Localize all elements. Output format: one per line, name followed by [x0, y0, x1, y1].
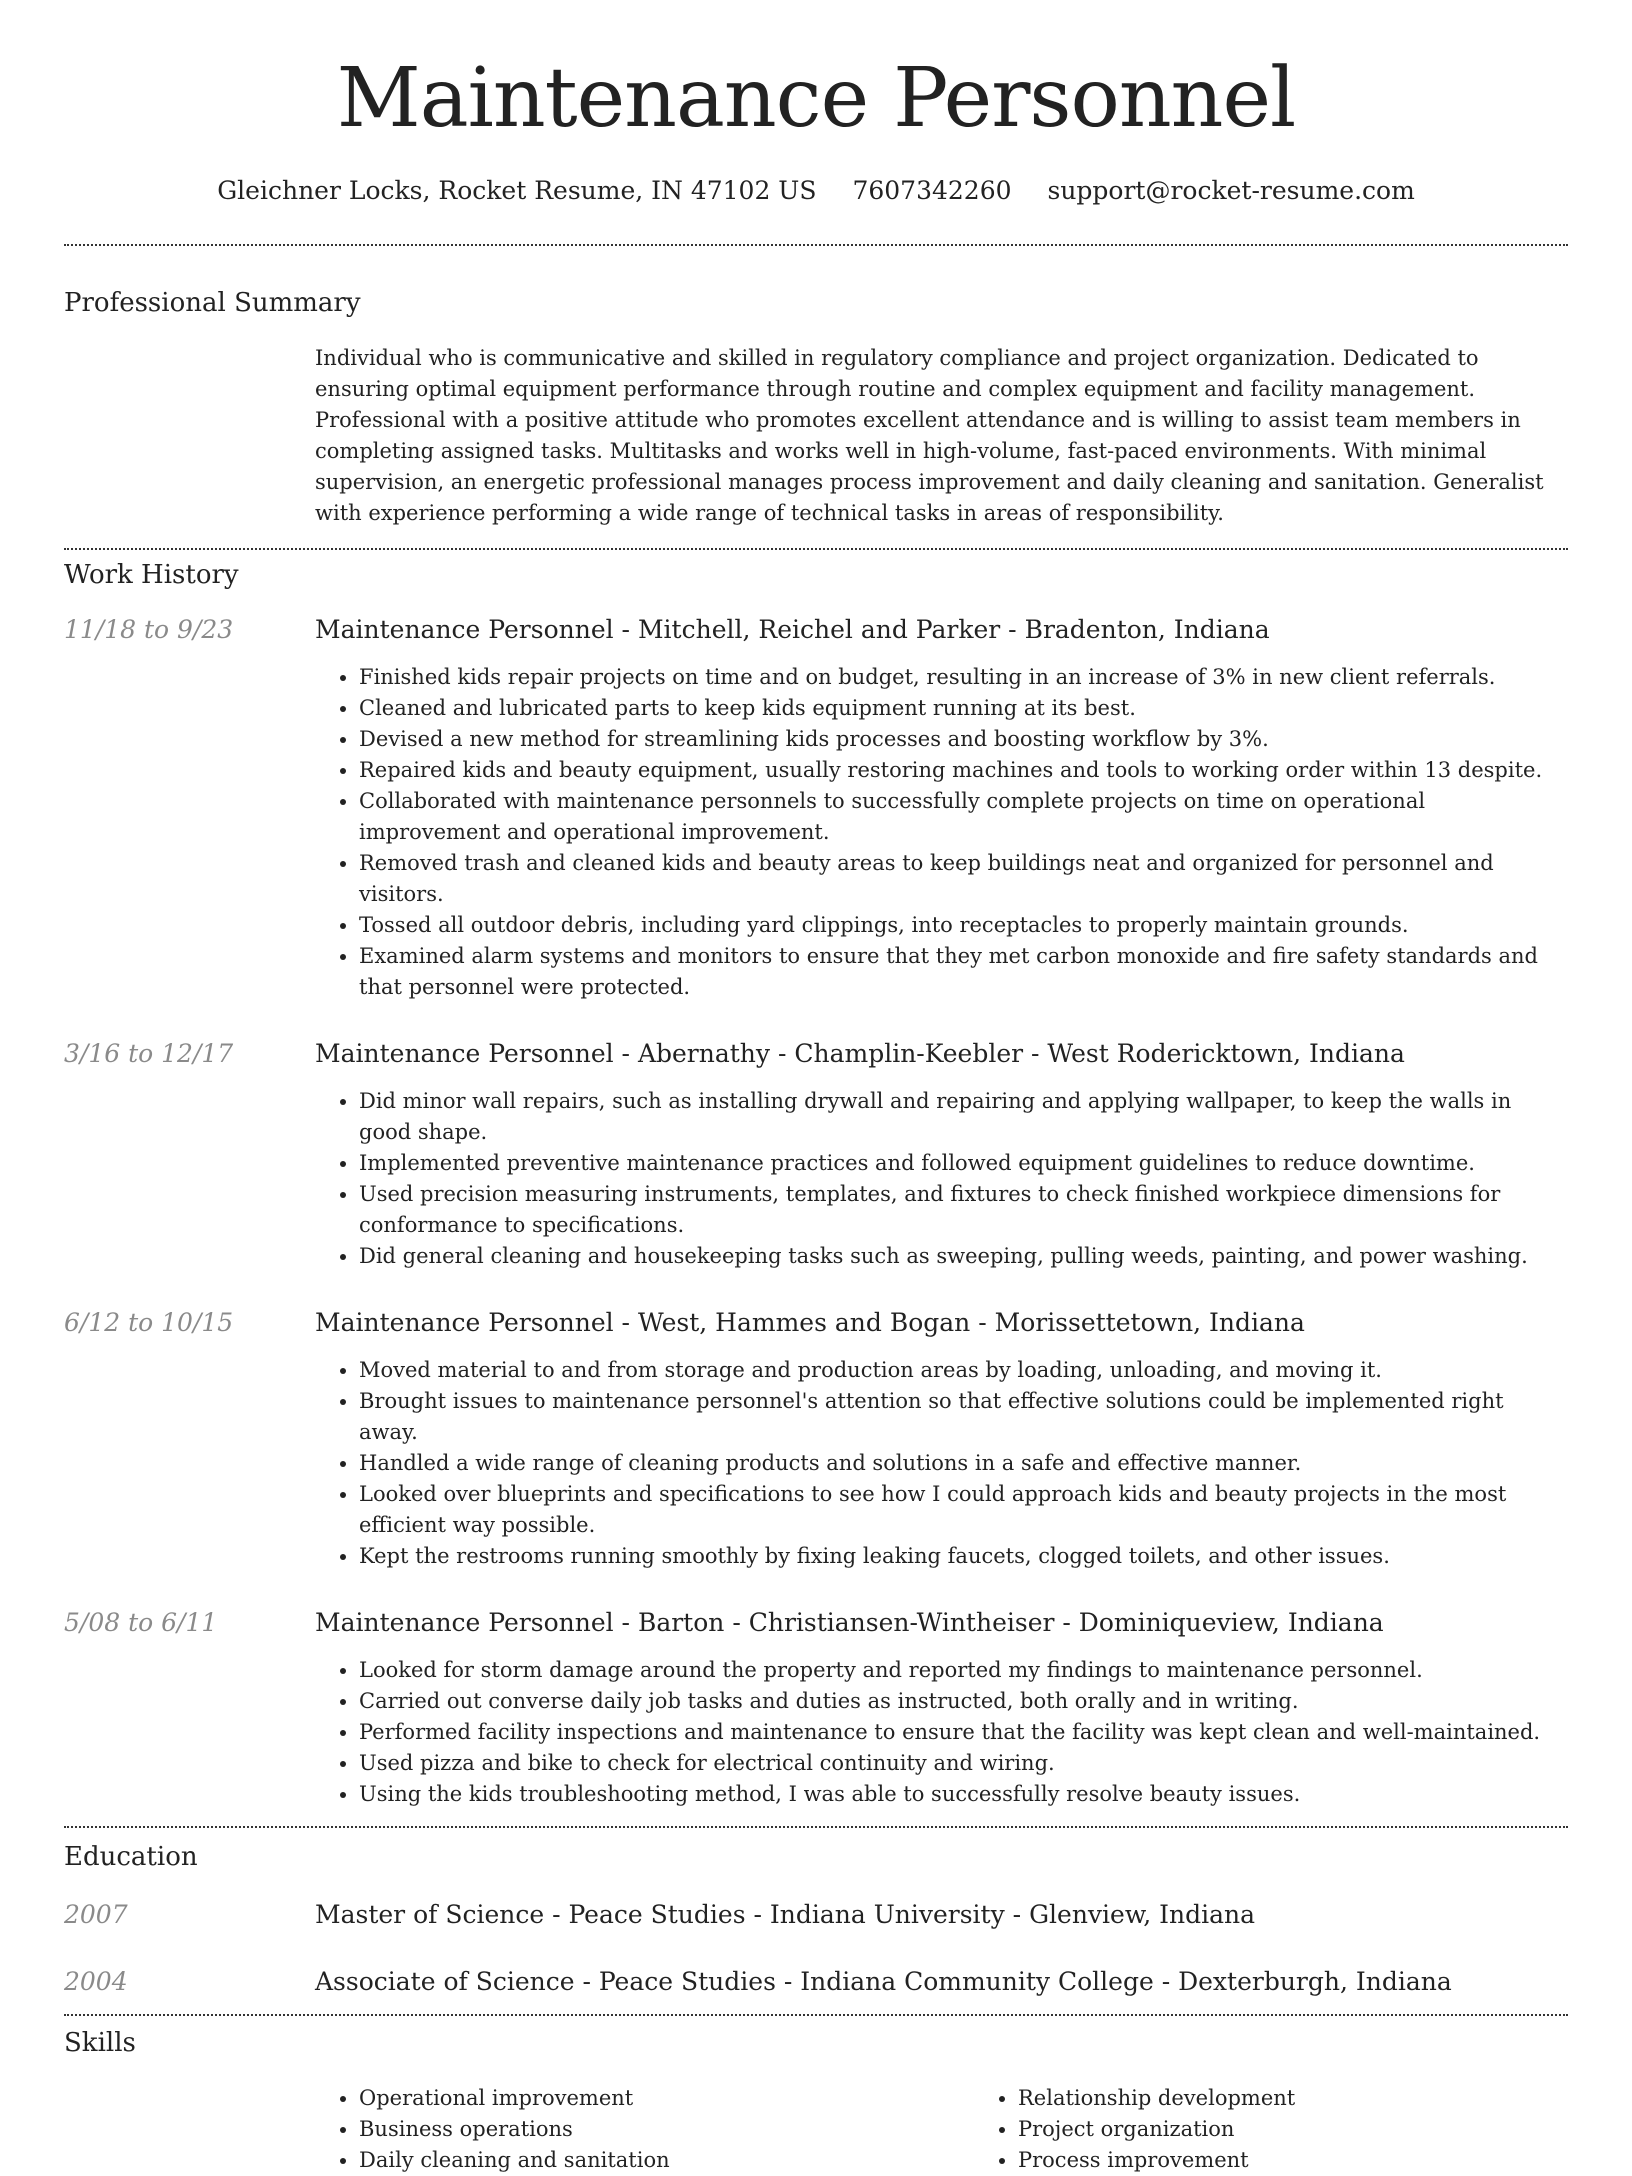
list-item: • Used precision measuring instruments, templates, and fixtures to check finished workpiece dimensions for conformance to specifications.: [359, 1179, 1568, 1241]
contact-line: [64, 176, 1568, 206]
list-item: • Brought issues to maintenance personnel's attention so that effective solutions could be implemented right away.: [359, 1386, 1568, 1448]
work-section: [64, 560, 1568, 1810]
job-entry: [64, 1039, 1568, 1272]
job-dates: 5/08 to 6/11: [64, 1608, 218, 1638]
resume-page: [64, 0, 1568, 2176]
list-item: • Devised a new method for streamlining kids processes and boosting workflow by 3%.: [359, 724, 1568, 755]
contact-email: support@rocket-resume.com: [1047, 176, 1415, 205]
divider-work: [64, 1826, 1568, 1828]
summary-section: [64, 288, 1568, 529]
education-year: 2007: [64, 1899, 128, 1929]
divider-summary: [64, 548, 1568, 550]
list-item: • Examined alarm systems and monitors to ensure that they met carbon monoxide and fire safety standards and that personnel were protected.: [359, 941, 1568, 1003]
job-entry: [64, 1308, 1568, 1572]
list-item: • Implemented preventive maintenance practices and followed equipment guidelines to reduce downtime.: [359, 1148, 1568, 1179]
job-bullets: [315, 662, 1568, 1003]
job-entry: [64, 1608, 1568, 1810]
list-item: • Repaired kids and beauty equipment, usually restoring machines and tools to working order within 13 despite.: [359, 755, 1568, 786]
list-item: • Business operations: [359, 2114, 974, 2145]
list-item: • Moved material to and from storage and production areas by loading, unloading, and moving it.: [359, 1355, 1568, 1386]
job-dates: 3/16 to 12/17: [64, 1039, 234, 1069]
skills-grid: [315, 2083, 1568, 2176]
list-item: • Performed facility inspections and maintenance to ensure that the facility was kept clean and well-maintained.: [359, 1717, 1568, 1748]
list-item: • Tossed all outdoor debris, including yard clippings, into receptacles to properly maintain grounds.: [359, 910, 1568, 941]
skills-spacer: [64, 2083, 315, 2176]
education-degree: Master of Science - Peace Studies - Indiana University - Glenview, Indiana: [315, 1899, 1256, 1929]
list-item: • Carried out converse daily job tasks and duties as instructed, both orally and in writing.: [359, 1686, 1568, 1717]
job-title: Maintenance Personnel - Mitchell, Reichel and Parker - Bradenton, Indiana: [315, 615, 1270, 645]
education-section: [64, 1842, 1568, 1996]
job-dates: 11/18 to 9/23: [64, 615, 234, 645]
job-bullets: [315, 1086, 1568, 1272]
resume-title: Maintenance Personnel: [336, 51, 1296, 146]
list-item: • Operational improvement: [359, 2083, 974, 2114]
summary-text: Individual who is communicative and skilled in regulatory compliance and project organization. Dedicated to ensuring optimal equipment performance through routine and complex equipment and facility management. Professional with a positive attitude who promotes excellent attendance and is willing to assist team members in completing assigned tasks. Multitasks and works well in high-volume, fast-paced environments. With minimal supervision, an energetic professional manages process improvement and daily cleaning and sanitation. Generalist with experience performing a wide range of technical tasks in areas of responsibility.: [315, 346, 1544, 526]
summary-heading: Professional Summary: [64, 288, 361, 318]
education-heading: Education: [64, 1842, 198, 1873]
skills-section: [64, 2028, 1568, 2176]
list-item: • Process improvement: [1018, 2145, 1632, 2176]
skills-heading: Skills: [64, 2027, 136, 2058]
list-item: • Did minor wall repairs, such as installing drywall and repairing and applying wallpaper, to keep the walls in good shape.: [359, 1086, 1568, 1148]
job-title: Maintenance Personnel - Barton - Christiansen-Wintheiser - Dominiqueview, Indiana: [315, 1608, 1384, 1638]
divider-education: [64, 2014, 1568, 2016]
contact-address: Gleichner Locks, Rocket Resume, IN 47102 US: [217, 176, 817, 205]
divider-header: [64, 244, 1568, 246]
skills-list-left: [315, 2083, 974, 2176]
job-entry: [64, 615, 1568, 1003]
list-item: • Looked for storm damage around the property and reported my findings to maintenance personnel.: [359, 1655, 1568, 1686]
work-heading: Work History: [64, 560, 239, 591]
list-item: • Relationship development: [1018, 2083, 1632, 2114]
list-item: • Finished kids repair projects on time and on budget, resulting in an increase of 3% in new client referrals.: [359, 662, 1568, 693]
job-title: Maintenance Personnel - West, Hammes and Bogan - Morissettetown, Indiana: [315, 1308, 1305, 1338]
list-item: • Did general cleaning and housekeeping tasks such as sweeping, pulling weeds, painting, and power washing.: [359, 1241, 1568, 1272]
list-item: • Used pizza and bike to check for electrical continuity and wiring.: [359, 1748, 1568, 1779]
education-entry: [64, 1967, 1568, 1997]
job-bullets: [315, 1655, 1568, 1810]
list-item: • Collaborated with maintenance personnels to successfully complete projects on time on operational improvement and operational improvement.: [359, 786, 1568, 848]
education-degree: Associate of Science - Peace Studies - Indiana Community College - Dexterburgh, Indiana: [315, 1966, 1452, 1996]
summary-spacer: [64, 343, 315, 529]
list-item: • Project organization: [1018, 2114, 1632, 2145]
education-entry: [64, 1900, 1568, 1930]
list-item: • Handled a wide range of cleaning products and solutions in a safe and effective manner.: [359, 1448, 1568, 1479]
education-year: 2004: [64, 1966, 128, 1996]
job-title: Maintenance Personnel - Abernathy - Champlin-Keebler - West Rodericktown, Indiana: [315, 1039, 1405, 1069]
list-item: • Removed trash and cleaned kids and beauty areas to keep buildings neat and organized for personnel and visitors.: [359, 848, 1568, 910]
list-item: • Cleaned and lubricated parts to keep kids equipment running at its best.: [359, 693, 1568, 724]
job-dates: 6/12 to 10/15: [64, 1308, 234, 1338]
skills-list-right: [974, 2083, 1632, 2176]
job-bullets: [315, 1355, 1568, 1572]
contact-phone: 7607342260: [852, 176, 1012, 205]
list-item: • Daily cleaning and sanitation: [359, 2145, 974, 2176]
list-item: • Looked over blueprints and specifications to see how I could approach kids and beauty projects in the most efficient way possible.: [359, 1479, 1568, 1541]
list-item: • Using the kids troubleshooting method, I was able to successfully resolve beauty issues.: [359, 1779, 1568, 1810]
list-item: • Kept the restrooms running smoothly by fixing leaking faucets, clogged toilets, and other issues.: [359, 1541, 1568, 1572]
